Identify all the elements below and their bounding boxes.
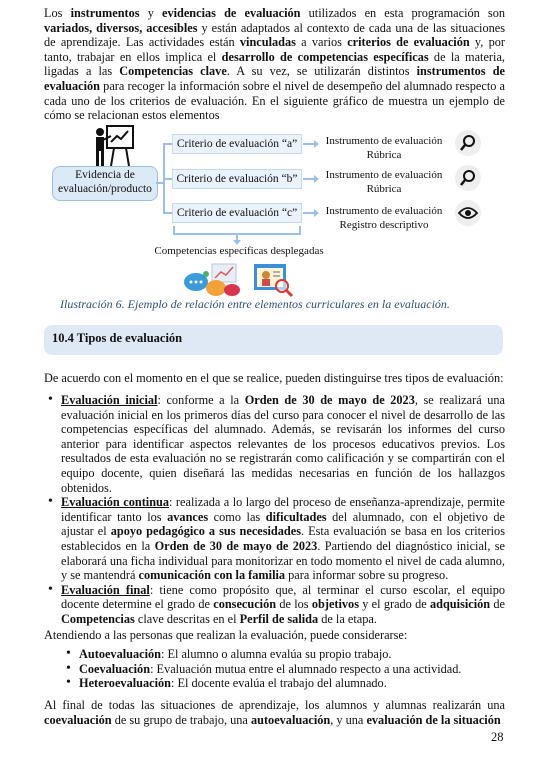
section-header bbox=[44, 325, 503, 355]
figure-caption: Ilustración 6. Ejemplo de relación entre elementos curriculares en la evaluación. bbox=[60, 297, 450, 311]
eye-icon bbox=[455, 200, 481, 226]
evaluation-diagram bbox=[44, 124, 514, 299]
evaluation-agents-list bbox=[62, 647, 502, 691]
instrument-b: Instrumento de evaluación Rúbrica bbox=[325, 169, 443, 195]
magnifier-icon bbox=[455, 130, 481, 156]
arrows bbox=[302, 138, 320, 218]
chat-bubbles-icon bbox=[182, 262, 244, 298]
types-intro: De acuerdo con el momento en el que se realice, pueden distinguirse tres tipos de evaluación: bbox=[44, 371, 504, 385]
list-item: • Evaluación inicial: conforme a la Orden de 30 de mayo de 2023, se realizará una evaluación inicial en los primeros días del curso para conocer el nivel de desarrollo de las competencias específicas del alumnado. Además, se revisarán los informes del curso anterior para identificar aspectos relevantes de los procesos educativos previos. Los resultados de esta evaluación no se registrarán como calificación y se compartirán con el equipo docente, quien diseñará las medidas necesarias en función de los hallazgos obtenidos. bbox=[44, 393, 505, 495]
bracket bbox=[172, 224, 302, 246]
section-title: 10.4 Tipos de evaluación bbox=[52, 331, 183, 345]
connector bbox=[163, 212, 172, 214]
list-item: • Autoevaluación: El alumno o alumna evalúa su propio trabajo. bbox=[62, 647, 502, 662]
closing-paragraph: Al final de todas las situaciones de aprendizaje, los alumnos y alumnas realizarán una coevaluación de su grupo de trabajo, una autoevaluación, y una evaluación de la situación bbox=[44, 698, 505, 727]
teacher-board-icon bbox=[92, 124, 136, 168]
list-item: • Heteroevaluación: El docente evalúa el trabajo del alumnado. bbox=[62, 676, 502, 691]
page-number: 28 bbox=[491, 730, 504, 744]
profile-search-icon bbox=[252, 262, 296, 298]
criterion-a: Criterio de evaluación “a” bbox=[172, 134, 302, 154]
criterion-c: Criterio de evaluación “c” bbox=[172, 203, 302, 223]
list-item: • Evaluación final: tiene como propósito que, al terminar el curso escolar, el equipo docente determine el grado de consecución de los objetivos y el grado de adquisición de Competencias clave descritas en el Perfil de salida de la etapa. bbox=[44, 583, 505, 627]
list-item: • Coevaluación: Evaluación mutua entre el alumnado respecto a una actividad. bbox=[62, 662, 502, 677]
magnifier-icon bbox=[455, 165, 481, 191]
evidence-box: Evidencia de evaluación/producto bbox=[52, 166, 158, 201]
instrument-c: Instrumento de evaluación Registro descriptivo bbox=[325, 205, 443, 231]
list-item: • Evaluación continua: realizada a lo largo del proceso de enseñanza-aprendizaje, permite identificar tanto los avances como las dificultades del alumnado, con el objetivo de ajustar el apoyo pedagógico a sus necesidades. Esta evaluación se basa en los criterios establecidos en la Orden de 30 de mayo de 2023. Partiendo del diagnóstico inicial, se elaborará una ficha individual para monitorizar en todo momento el nivel de cada alumno, y se mantendrá comunicación con la familia para informar sobre su progreso. bbox=[44, 495, 505, 583]
instrument-a: Instrumento de evaluación Rúbrica bbox=[325, 135, 443, 161]
evaluation-types-list bbox=[44, 393, 505, 627]
connector bbox=[163, 143, 172, 145]
competencias-label: Competencias específicas desplegadas bbox=[154, 245, 324, 257]
agents-intro: Atendiendo a las personas que realizan la evaluación, puede considerarse: bbox=[44, 628, 408, 642]
connector bbox=[163, 178, 172, 180]
criterion-b: Criterio de evaluación “b” bbox=[172, 169, 302, 189]
intro-paragraph: Los instrumentos y evidencias de evaluación utilizados en esta programación son variados, diversos, accesibles y están adaptados al contexto de cada una de las situaciones de aprendizaje. Las actividades están vinculadas a varios criterios de evaluación y, por tanto, trabajar en ellos implica el desarrollo de competencias específicas de la materia, ligadas a las Competencias clave. A su vez, se utilizarán distintos instrumentos de evaluación para recoger la información sobre el nivel de desempeño del alumnado respecto a cada uno de los criterios de evaluación. En el siguiente gráfico de muestra un ejemplo de cómo se relacionan estos elementos bbox=[44, 6, 506, 123]
